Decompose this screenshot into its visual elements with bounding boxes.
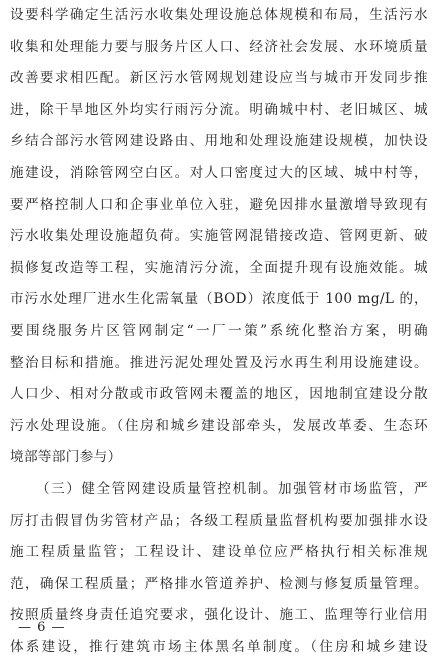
text-line: 人口少、相对分散或市政管网未覆盖的地区，因地制宜建设分散 [10, 386, 428, 403]
text-line: 污水收集处理设施超负荷。实施管网混错接改造、管网更新、破 [10, 228, 428, 245]
text-line: 市污水处理厂进水生化需氧量（BOD）浓度低于 100 mg/L 的， [10, 291, 428, 308]
text-line: 厉打击假冒伪劣管材产品；各级工程质量监督机构要加强排水设 [10, 512, 428, 529]
text-line: 施工程质量监管；工程设计、建设单位应严格执行相关标准规 [10, 544, 428, 561]
text-line: 损修复改造等工程，实施清污分流，全面提升现有设施效能。城 [10, 259, 428, 276]
text-line: 整治目标和措施。推进污泥处理处置及污水再生利用设施建设。 [10, 354, 428, 371]
section-heading-line: （三）健全管网建设质量管控机制。加强管材市场监管，严 [36, 480, 428, 497]
text-line: 进，除干旱地区外均实行雨污分流。明确城中村、老旧城区、城 [10, 101, 428, 118]
text-line: 按照质量终身责任追究要求，强化设计、施工、监理等行业信用 [10, 607, 428, 624]
text-line: 要严格控制人口和企事业单位入驻，避免因排水量激增导致现有 [10, 196, 428, 213]
page-number: — 6 — [18, 620, 66, 635]
text-line: 设要科学确定生活污水收集处理设施总体规模和布局，生活污水 [10, 7, 428, 23]
text-line: 改善要求相匹配。新区污水管网规划建设应当与城市开发同步推 [10, 70, 428, 87]
text-line: 范，确保工程质量；严格排水管道养护、检测与修复质量管理。 [10, 575, 428, 592]
text-line: 施建设，消除管网空白区。对人口密度过大的区域、城中村等， [10, 164, 428, 181]
text-line: 体系建设，推行建筑市场主体黑名单制度。（住房和城乡建设 [10, 638, 428, 655]
text-line: 境部等部门参与） [10, 449, 122, 466]
body-text [10, 0, 428, 663]
text-line: 要围绕服务片区管网制定“一厂一策”系统化整治方案，明确 [10, 322, 428, 339]
text-line: 收集和处理能力要与服务片区人口、经济社会发展、水环境质量 [10, 38, 428, 55]
text-line: 乡结合部污水管网建设路由、用地和处理设施建设规模，加快设 [10, 133, 428, 150]
text-line: 污水处理设施。（住房和城乡建设部牵头，发展改革委、生态环 [10, 417, 428, 434]
